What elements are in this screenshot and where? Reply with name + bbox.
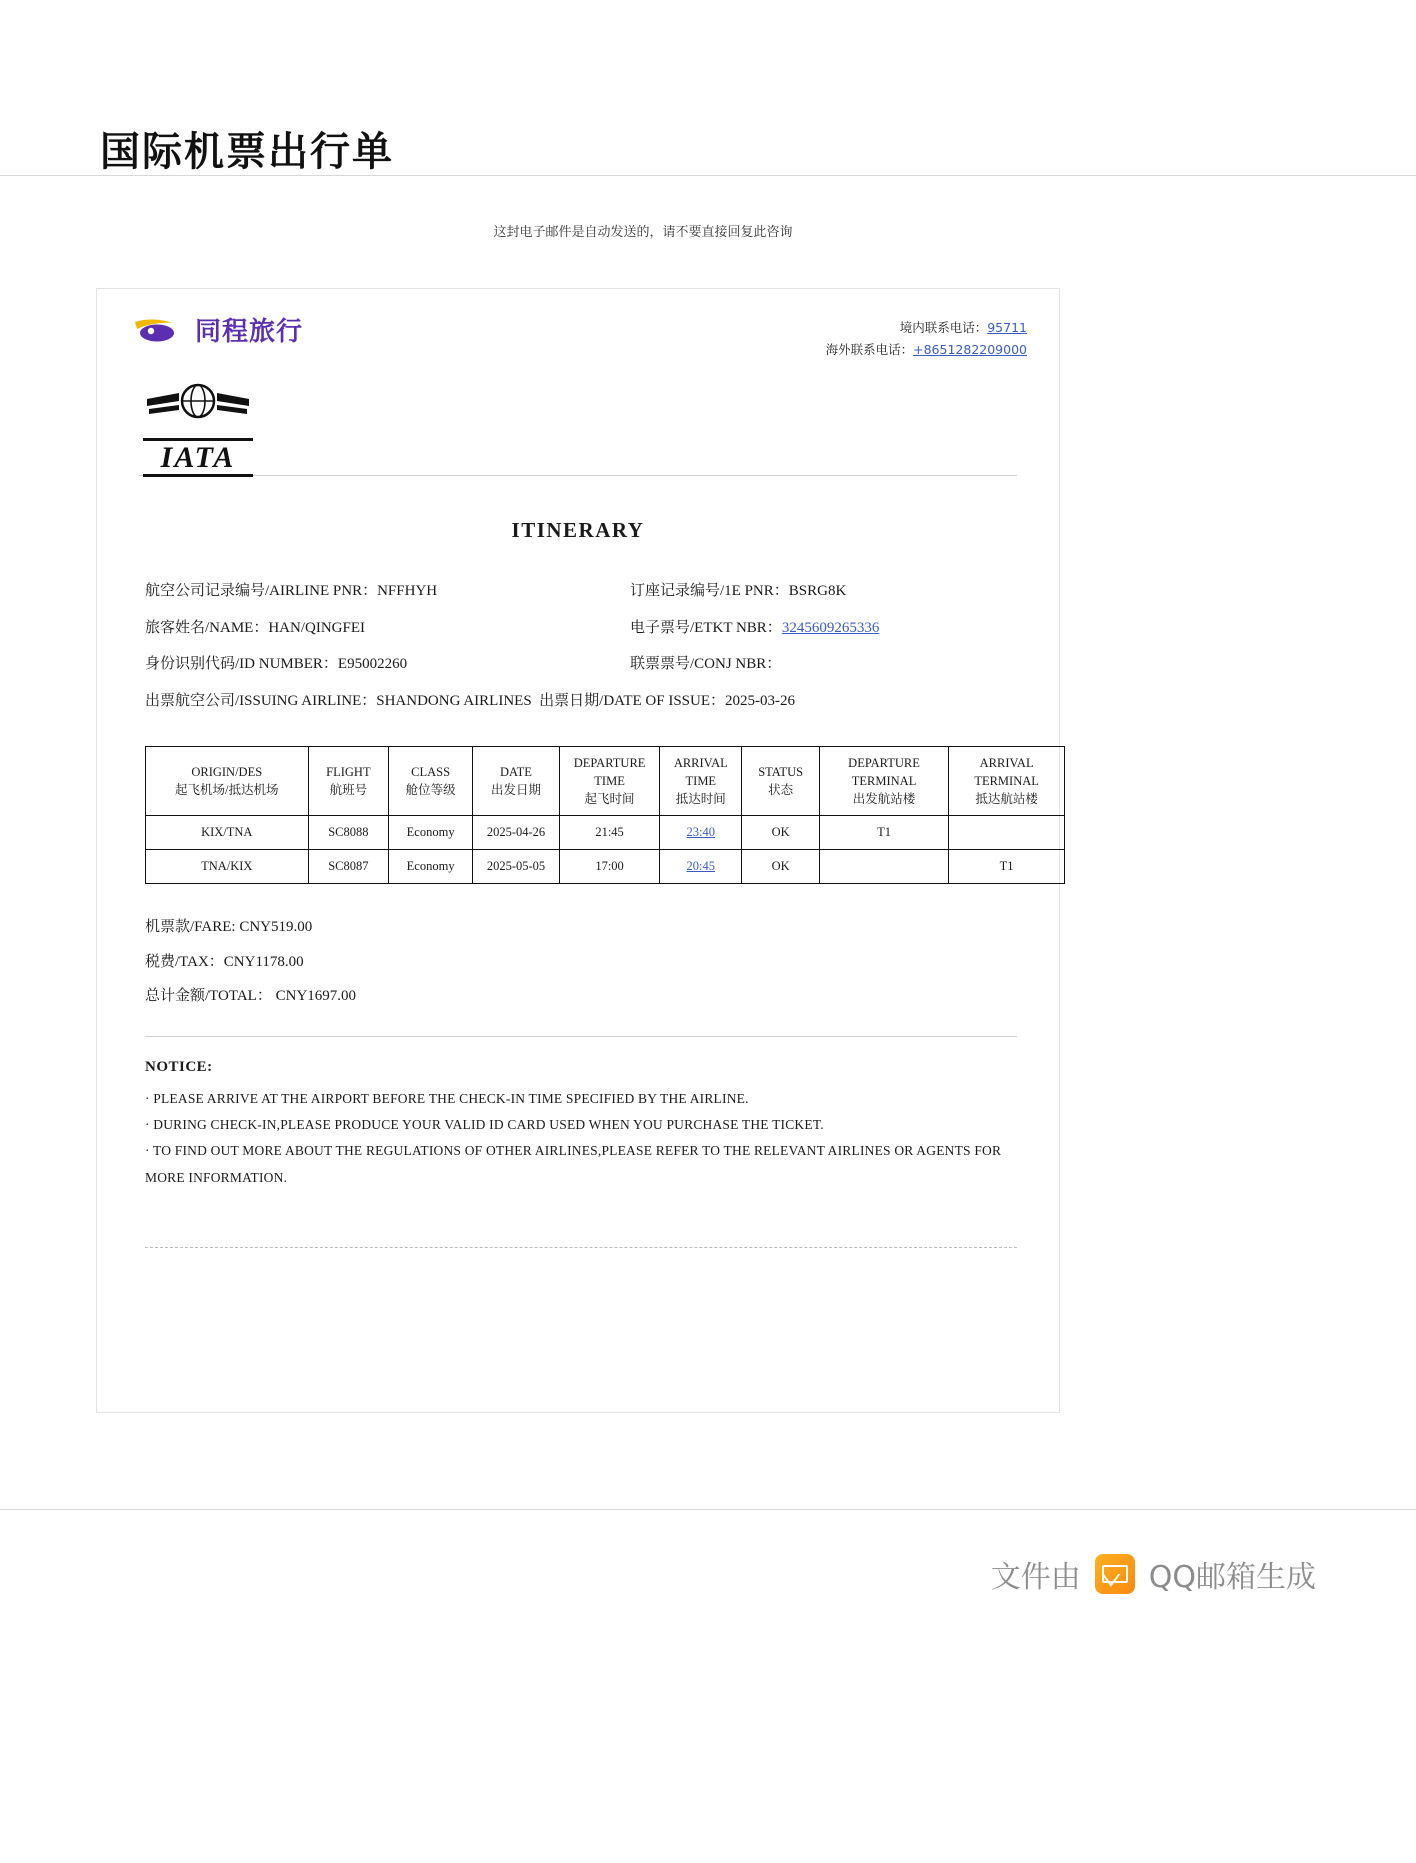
conj-nbr-label: 联票票号/CONJ NBR： <box>630 656 782 673</box>
header-origin-des-en: ORIGIN/DES <box>191 764 263 779</box>
cell-origin-des: TNA/KIX <box>146 850 309 884</box>
total-row <box>145 979 1033 1014</box>
etkt-field <box>630 610 1033 647</box>
brand <box>123 311 303 348</box>
ie-pnr-field <box>630 573 1033 610</box>
flight-table-wrap <box>145 746 1039 884</box>
header-class <box>389 746 473 815</box>
cell-arrival-time <box>660 850 742 884</box>
cell-date: 2025-05-05 <box>473 850 560 884</box>
header-status-cn: 状态 <box>768 782 794 797</box>
passenger-name-field <box>145 610 630 647</box>
contact-info <box>826 311 1033 361</box>
info-row-pnr <box>145 573 1033 610</box>
iata-logo-icon <box>143 379 253 474</box>
notice-bottom-divider <box>145 1247 1017 1248</box>
info-row-name <box>145 610 1033 647</box>
brand-name: 同程旅行 <box>195 317 304 347</box>
airline-pnr-label: 航空公司记录编号/AIRLINE PNR： <box>145 582 378 599</box>
cell-origin-des: KIX/TNA <box>146 816 309 850</box>
airline-pnr-value: NFFHYH <box>377 582 438 599</box>
overseas-contact-number[interactable]: +8651282209000 <box>913 341 1027 357</box>
flight-table <box>145 746 1065 884</box>
header-class-cn: 舱位等级 <box>405 782 456 797</box>
header-arrival-time-en: ARRIVAL TIME <box>673 755 728 788</box>
header-arrival-time <box>660 746 742 815</box>
fare-summary <box>145 910 1033 1014</box>
tax-label: 税费/TAX： <box>145 953 224 970</box>
header-arrival-terminal-en: ARRIVAL TERMINAL <box>974 755 1039 788</box>
table-row <box>146 816 1065 850</box>
cell-class: Economy <box>389 850 473 884</box>
header-origin-des <box>146 746 309 815</box>
itinerary-card <box>96 288 1060 1413</box>
info-row-id <box>145 646 1033 683</box>
passenger-name-value: HAN/QINGFEI <box>268 619 366 636</box>
header-departure-time <box>559 746 659 815</box>
header-departure-time-cn: 起飞时间 <box>584 792 635 806</box>
cell-class: Economy <box>389 816 473 850</box>
header-arrival-terminal-cn: 抵达航站楼 <box>975 792 1038 806</box>
cell-departure-terminal <box>819 850 948 884</box>
iata-logo-wrap <box>123 361 1033 474</box>
footer-text-right: QQ邮箱生成 <box>1148 1560 1316 1595</box>
cell-flight: SC8088 <box>308 816 389 850</box>
auto-send-note: 这封电子邮件是自动发送的，请不要直接回复此咨询 <box>493 225 793 240</box>
overseas-contact-label: 海外联系电话： <box>825 341 914 357</box>
table-header-row <box>146 746 1065 815</box>
domestic-contact-number[interactable]: 95711 <box>987 320 1027 335</box>
fare-row <box>145 910 1033 945</box>
notice-line: · PLEASE ARRIVE AT THE AIRPORT BEFORE THE CHECK-IN TIME SPECIFIED BY THE AIRLINE. <box>145 1090 749 1106</box>
cell-arrival-terminal: T1 <box>949 850 1065 884</box>
header-date-en: DATE <box>500 764 532 779</box>
tongcheng-logo-icon <box>131 313 187 347</box>
info-row-issuing <box>145 683 1033 720</box>
issuing-airline-field <box>145 683 1033 720</box>
header-status <box>742 746 819 815</box>
total-label: 总计金额/TOTAL： <box>145 988 272 1005</box>
arrival-time-link[interactable]: 23:40 <box>686 825 716 840</box>
etkt-label: 电子票号/ETKT NBR： <box>630 619 782 636</box>
issuing-airline-value: SHANDONG AIRLINES <box>376 693 532 709</box>
passenger-info-grid <box>145 573 1033 720</box>
issuing-airline-label: 出票航空公司/ISSUING AIRLINE： <box>145 693 377 709</box>
page-title: 国际机票出行单 <box>100 129 394 175</box>
header-arrival-terminal <box>949 746 1065 815</box>
header-departure-terminal-cn: 出发航站楼 <box>852 792 916 806</box>
cell-arrival-terminal <box>949 816 1065 850</box>
footer <box>0 1510 1416 1596</box>
domestic-contact-row <box>826 317 1027 339</box>
etkt-value[interactable]: 3245609265336 <box>781 619 880 636</box>
header-date <box>473 746 560 815</box>
id-number-value: E95002260 <box>337 656 408 673</box>
cell-departure-terminal: T1 <box>819 816 948 850</box>
header-departure-terminal <box>819 746 948 815</box>
cell-flight: SC8087 <box>308 850 389 884</box>
header-date-cn: 出发日期 <box>490 782 541 797</box>
header-arrival-time-cn: 抵达时间 <box>675 792 726 806</box>
document-header <box>0 0 1416 175</box>
cell-arrival-time <box>660 816 742 850</box>
header-departure-time-en: DEPARTURE TIME <box>573 755 646 788</box>
cell-status: OK <box>742 850 819 884</box>
passenger-name-label: 旅客姓名/NAME： <box>145 619 269 636</box>
cell-status: OK <box>742 816 819 850</box>
header-flight-cn: 航班号 <box>329 782 368 797</box>
id-number-field <box>145 646 630 683</box>
tax-value: CNY1178.00 <box>223 953 304 970</box>
notice-title: NOTICE: <box>145 1058 213 1075</box>
header-origin-des-cn: 起飞机场/抵达机场 <box>175 782 279 797</box>
arrival-time-link[interactable]: 20:45 <box>686 859 716 874</box>
cell-date: 2025-04-26 <box>473 816 560 850</box>
fare-divider <box>145 1036 1017 1037</box>
footer-text-left: 文件由 <box>990 1560 1081 1595</box>
header-class-en: CLASS <box>411 764 451 779</box>
airline-pnr-field <box>145 573 630 610</box>
header-flight <box>308 746 389 815</box>
mail-icon <box>1095 1554 1135 1594</box>
fare-label: 机票款/FARE: <box>145 919 236 936</box>
notice-line: · DURING CHECK-IN,PLEASE PRODUCE YOUR VALID ID CARD USED WHEN YOU PURCHASE THE TICKET. <box>145 1116 824 1132</box>
notice-line: · TO FIND OUT MORE ABOUT THE REGULATIONS OF OTHER AIRLINES,PLEASE REFER TO THE RELEVANT AIRLINES OR AGENTS FOR MORE INFORMATION. <box>145 1143 1002 1185</box>
overseas-contact-row <box>826 339 1027 361</box>
tax-row <box>145 945 1033 980</box>
notice-section <box>145 1059 1033 1191</box>
itinerary-title: ITINERARY <box>511 517 645 542</box>
cell-departure-time: 17:00 <box>559 850 659 884</box>
issue-date-value: 2025-03-26 <box>725 693 796 709</box>
total-value: CNY1697.00 <box>275 988 357 1005</box>
iata-wordmark: IATA <box>143 438 253 478</box>
header-departure-terminal-en: DEPARTURE TERMINAL <box>848 755 920 788</box>
conj-nbr-field <box>630 646 1033 683</box>
fare-value: CNY519.00 <box>239 919 313 936</box>
ie-pnr-value: BSRG8K <box>788 582 847 599</box>
ie-pnr-label: 订座记录编号/1E PNR： <box>630 582 789 599</box>
id-number-label: 身份识别代码/ID NUMBER： <box>145 656 338 673</box>
header-flight-en: FLIGHT <box>326 764 371 779</box>
header-status-en: STATUS <box>758 764 804 779</box>
table-row <box>146 850 1065 884</box>
domestic-contact-label: 境内联系电话： <box>899 320 988 335</box>
card-header <box>123 311 1033 361</box>
issue-date-label: 出票日期/DATE OF ISSUE： <box>539 693 726 709</box>
cell-departure-time: 21:45 <box>559 816 659 850</box>
card-divider-top <box>139 475 1017 476</box>
